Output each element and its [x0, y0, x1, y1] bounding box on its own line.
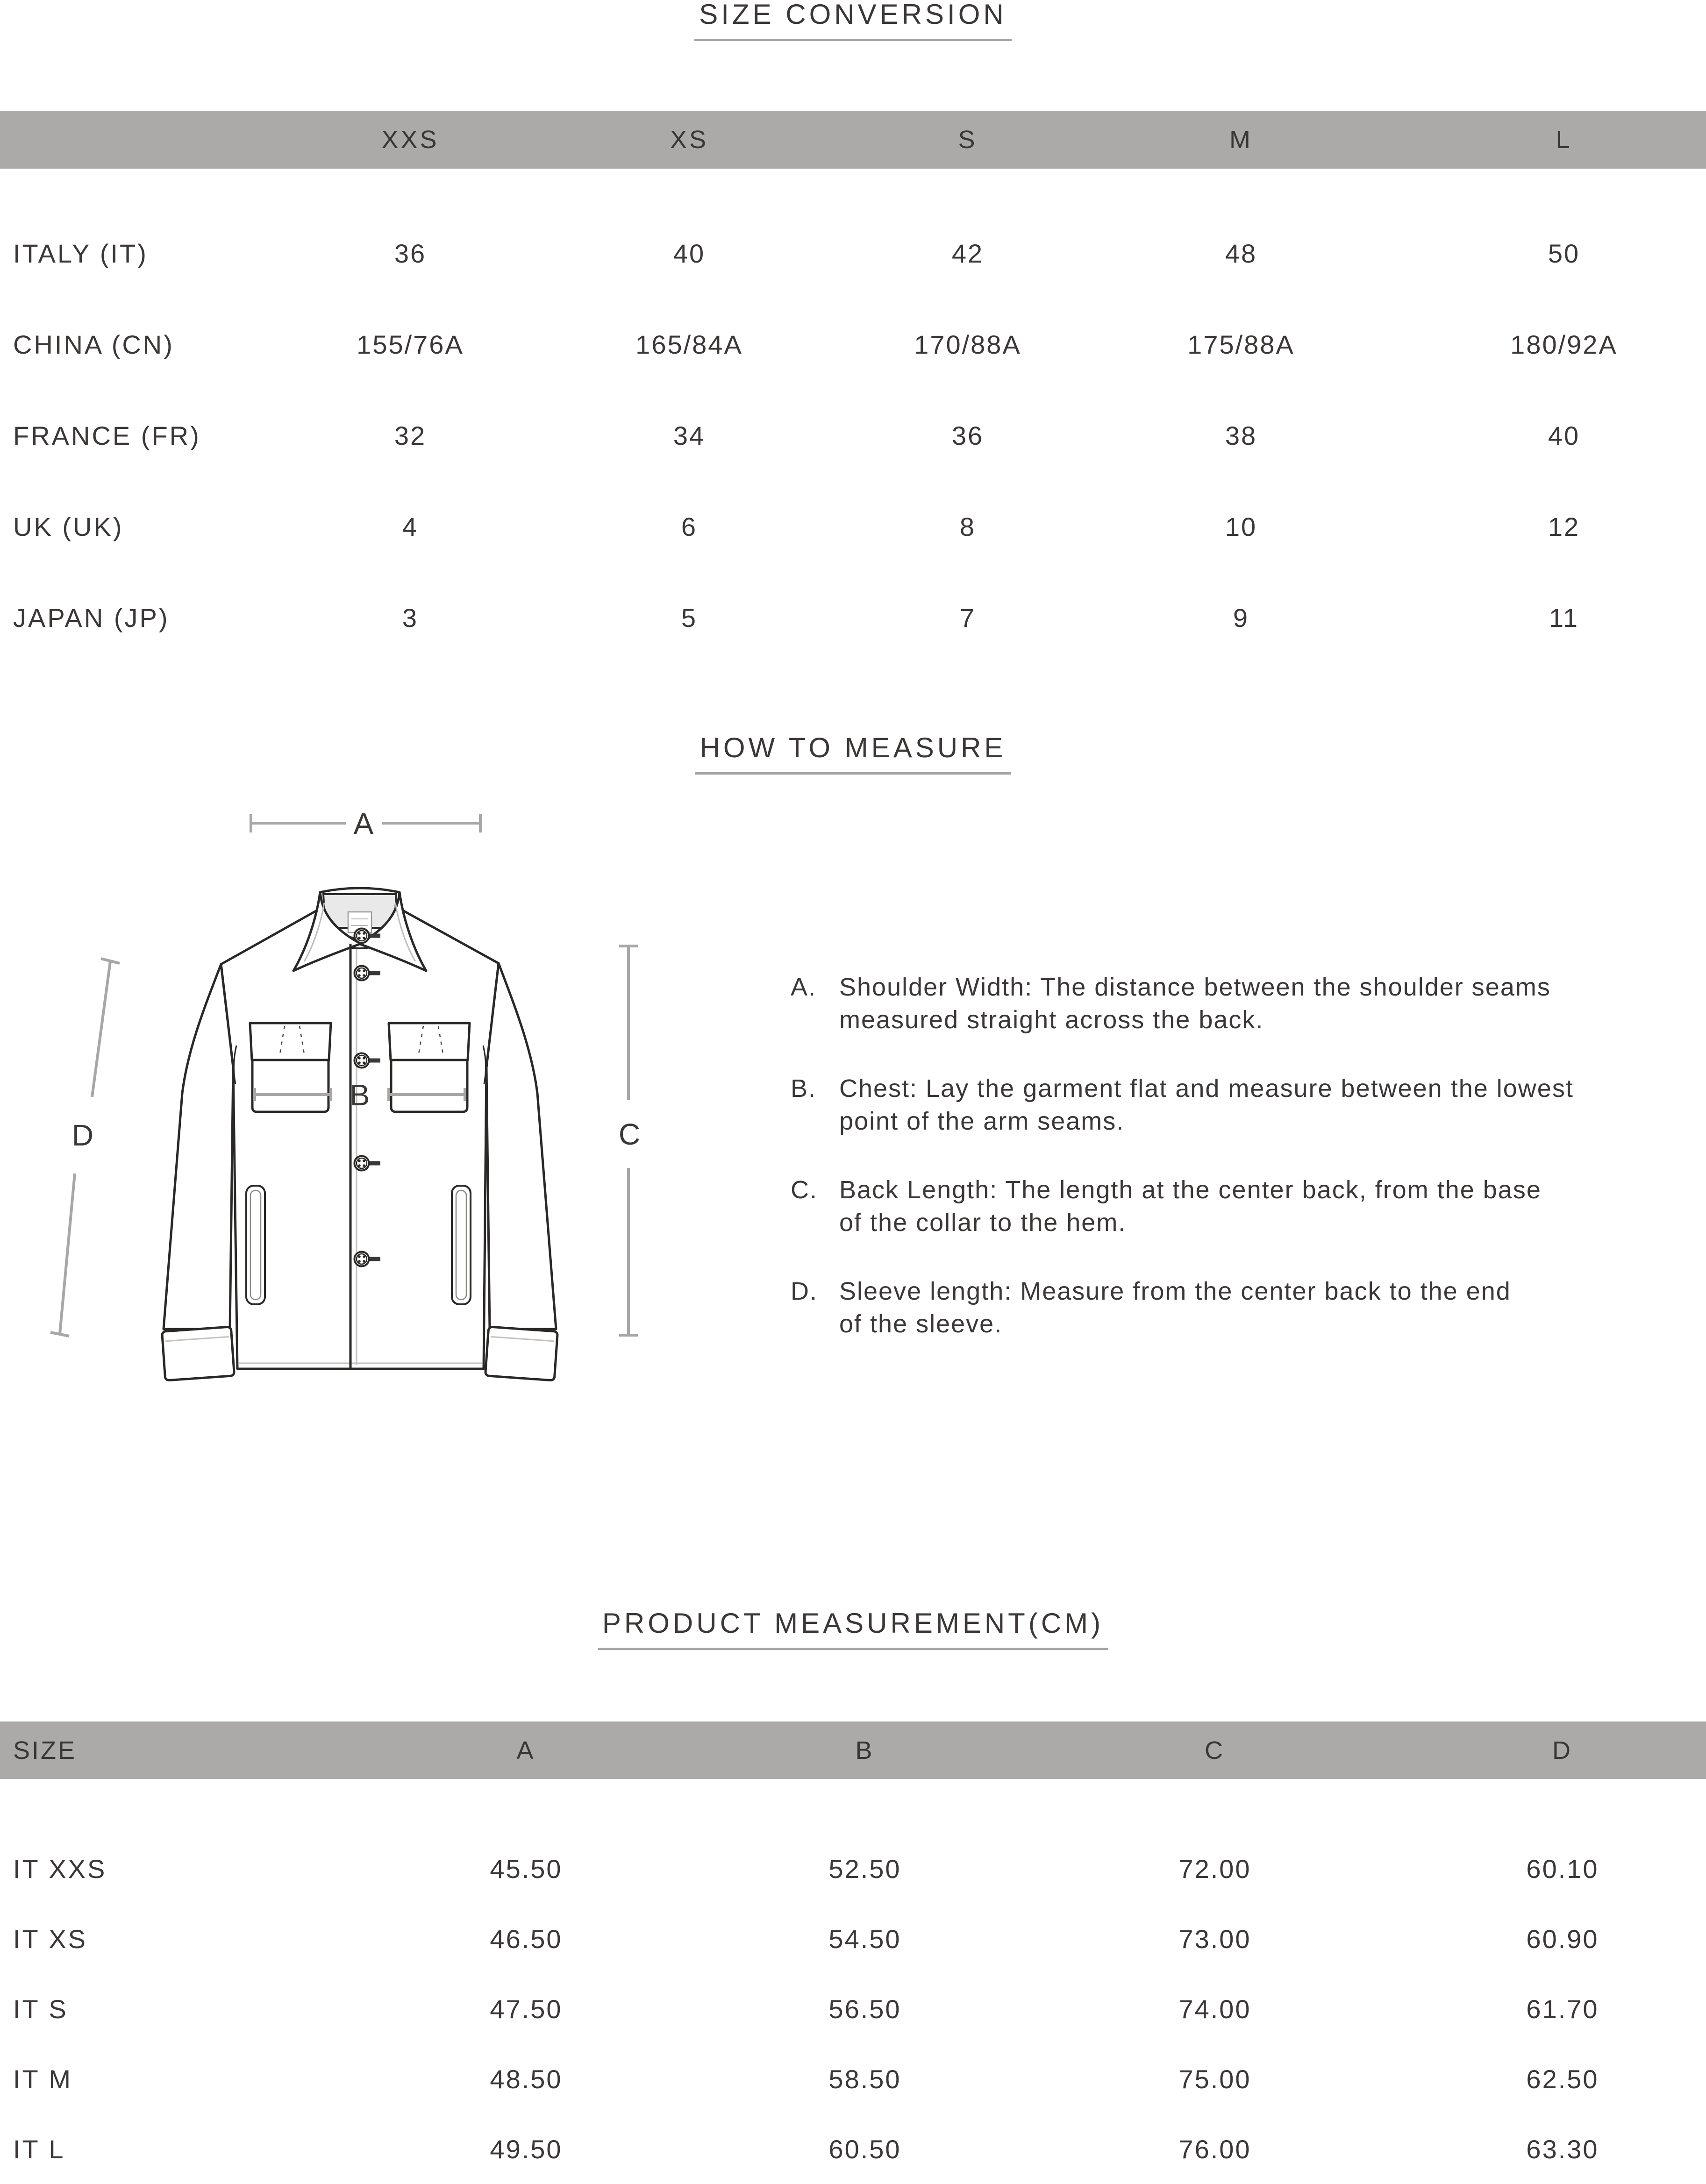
- size-conversion-title-text: SIZE CONVERSION: [694, 0, 1011, 41]
- product-measurement-title-text: PRODUCT MEASUREMENT(CM): [598, 1607, 1108, 1650]
- size-cell: 155/76A: [357, 330, 464, 359]
- instruction-letter: A.: [791, 973, 817, 1001]
- measure-cell: 52.50: [828, 1854, 901, 1884]
- header-cell-l: L: [1556, 126, 1572, 154]
- row-label: IT XXS: [13, 1854, 107, 1884]
- diagram-label-a: A: [353, 807, 374, 840]
- size-cell: 36: [951, 421, 984, 450]
- row-label: IT L: [13, 2134, 65, 2164]
- size-cell: 6: [681, 512, 698, 541]
- row-label: UK (UK): [13, 512, 124, 541]
- diagram-label-d: D: [71, 1118, 94, 1152]
- instruction-sleeve-length: [791, 1275, 1706, 1340]
- row-label: IT XS: [13, 1924, 88, 1954]
- table-row-uk: [0, 481, 1706, 572]
- row-label: IT M: [13, 2064, 72, 2094]
- header-cell-a: A: [516, 1736, 536, 1764]
- header-cell-c: C: [1205, 1736, 1225, 1764]
- header-cell-xs: XS: [670, 126, 709, 154]
- table-row-it-xxs: [0, 1834, 1706, 1904]
- size-cell: 34: [673, 421, 706, 450]
- instruction-text: Shoulder Width: The distance between the shoulder seams: [839, 973, 1551, 1001]
- size-cell: 50: [1548, 239, 1580, 268]
- size-cell: 3: [402, 603, 419, 633]
- size-cell: 5: [681, 603, 698, 633]
- product-measurement-table-body: [0, 1779, 1706, 2184]
- size-cell: 4: [402, 512, 419, 541]
- size-conversion-title: [0, 0, 1706, 41]
- size-cell: 10: [1225, 512, 1257, 541]
- size-cell: 32: [394, 421, 427, 450]
- row-label: JAPAN (JP): [13, 603, 170, 633]
- measure-cell: 46.50: [490, 1924, 563, 1954]
- header-cell-b: B: [855, 1736, 875, 1764]
- size-cell: 165/84A: [635, 330, 743, 359]
- measure-cell: 60.90: [1526, 1924, 1599, 1954]
- measure-cell: 58.50: [828, 2064, 901, 2094]
- row-label: CHINA (CN): [13, 330, 174, 359]
- product-measurement-title: [0, 1607, 1706, 1650]
- how-to-measure-title-text: HOW TO MEASURE: [695, 732, 1011, 775]
- table-row-japan: [0, 572, 1706, 663]
- instruction-text: of the sleeve.: [839, 1310, 1003, 1338]
- header-cell-xxs: XXS: [381, 126, 439, 154]
- measure-cell: 73.00: [1178, 1924, 1251, 1954]
- size-conversion-header-row: [0, 111, 1706, 169]
- size-cell: 38: [1225, 421, 1257, 450]
- measure-cell: 72.00: [1178, 1854, 1251, 1884]
- measure-cell: 61.70: [1526, 1994, 1599, 2024]
- instruction-letter: D.: [791, 1277, 818, 1305]
- measure-cell: 74.00: [1178, 1994, 1251, 2024]
- product-measurement-header-row: [0, 1722, 1706, 1779]
- measure-cell: 49.50: [490, 2134, 563, 2164]
- header-cell-s: S: [958, 126, 978, 154]
- measure-instructions: [791, 971, 1706, 1376]
- size-cell: 36: [394, 239, 427, 268]
- instruction-letter: C.: [791, 1176, 818, 1204]
- size-cell: 42: [951, 239, 984, 268]
- measure-cell: 47.50: [490, 1994, 563, 2024]
- size-cell: 48: [1225, 239, 1257, 268]
- instruction-back-length: [791, 1174, 1706, 1239]
- diagram-label-c: C: [618, 1117, 641, 1151]
- measure-cell: 63.30: [1526, 2134, 1599, 2164]
- instruction-text: measured straight across the back.: [839, 1006, 1264, 1034]
- table-row-france: [0, 390, 1706, 481]
- table-row-it-m: [0, 2044, 1706, 2114]
- measure-cell: 60.10: [1526, 1854, 1599, 1884]
- row-label: ITALY (IT): [13, 239, 148, 268]
- size-cell: 180/92A: [1510, 330, 1618, 359]
- table-row-it-xs: [0, 1904, 1706, 1974]
- measure-cell: 75.00: [1178, 2064, 1251, 2094]
- measure-cell: 62.50: [1526, 2064, 1599, 2094]
- measure-cell: 56.50: [828, 1994, 901, 2024]
- size-cell: 170/88A: [914, 330, 1021, 359]
- measure-cell: 54.50: [828, 1924, 901, 1954]
- measure-cell: 48.50: [490, 2064, 563, 2094]
- instruction-text: of the collar to the hem.: [839, 1209, 1127, 1237]
- table-row-china: [0, 299, 1706, 390]
- instruction-text: Chest: Lay the garment flat and measure between the lowest: [839, 1074, 1574, 1103]
- size-cell: 9: [1233, 603, 1249, 633]
- table-row-it-s: [0, 1974, 1706, 2044]
- measure-cell: 45.50: [490, 1854, 563, 1884]
- table-row-it-l: [0, 2114, 1706, 2184]
- header-cell-d: D: [1552, 1736, 1573, 1764]
- size-cell: 40: [673, 239, 706, 268]
- size-cell: 7: [959, 603, 976, 633]
- measure-cell: 60.50: [828, 2134, 901, 2164]
- size-conversion-table-body: [0, 169, 1706, 663]
- how-to-measure-title: [0, 732, 1706, 775]
- instruction-letter: B.: [791, 1074, 817, 1103]
- measure-cell: 76.00: [1178, 2134, 1251, 2164]
- instruction-text: point of the arm seams.: [839, 1107, 1125, 1135]
- instruction-text: Sleeve length: Measure from the center back to the end: [839, 1277, 1511, 1305]
- diagram-label-b: B: [350, 1078, 370, 1112]
- instruction-text: Back Length: The length at the center back, from the base: [839, 1176, 1542, 1204]
- instruction-chest: [791, 1072, 1706, 1138]
- header-cell-m: M: [1229, 126, 1253, 154]
- row-label: IT S: [13, 1994, 68, 2024]
- instruction-shoulder-width: [791, 971, 1706, 1036]
- size-cell: 175/88A: [1187, 330, 1295, 359]
- size-cell: 11: [1549, 603, 1579, 633]
- header-cell-size: SIZE: [13, 1736, 77, 1764]
- row-label: FRANCE (FR): [13, 421, 201, 450]
- table-row-italy: [0, 208, 1706, 299]
- size-cell: 8: [959, 512, 976, 541]
- jacket-measurement-diagram: [47, 794, 701, 1448]
- size-cell: 12: [1548, 512, 1580, 541]
- size-cell: 40: [1548, 421, 1580, 450]
